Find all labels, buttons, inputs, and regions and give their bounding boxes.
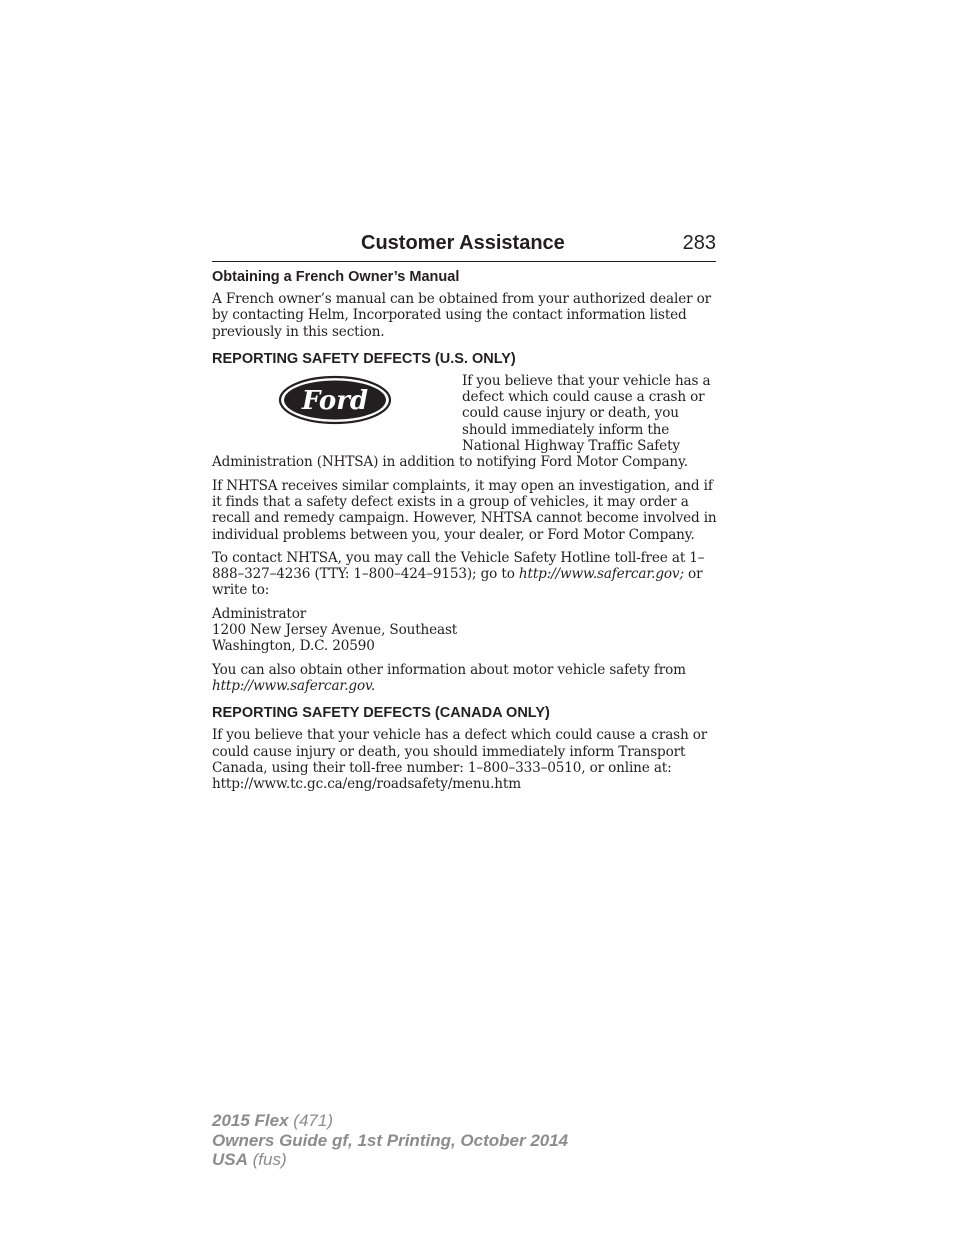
- nhtsa-address: [212, 606, 718, 655]
- ford-oval-icon: [278, 375, 392, 425]
- canada-defects-heading: REPORTING SAFETY DEFECTS (CANADA ONLY): [212, 705, 550, 722]
- page-content: [212, 268, 718, 799]
- us-defects-intro: If you believe that your vehicle has a defect which could cause a crash or could cause injury or death, you should immediately inform the National Highway Traffic Safety Administration (NHTSA) in addition to notifying Ford Motor Company.: [212, 372, 711, 471]
- ford-logo-text: Ford: [301, 385, 369, 416]
- us-defects-contact: [212, 550, 718, 599]
- contact-text: To contact NHTSA, you may call the Vehicle Safety Hotline toll-free at 1–888–327–4236 (TTY: 1–800–424–9153); go to: [212, 549, 705, 583]
- ford-logo: [212, 373, 462, 453]
- us-defects-heading: REPORTING SAFETY DEFECTS (U.S. ONLY): [212, 350, 516, 367]
- address-line: Washington, D.C. 20590: [212, 638, 375, 655]
- us-defects-more-info: [212, 662, 718, 695]
- page-number: 283: [682, 232, 716, 254]
- footer-market: USA: [212, 1150, 248, 1169]
- us-defects-nhtsa: If NHTSA receives similar complaints, it may open an investigation, and if it finds that a safety defect exists in a group of vehicles, it may order a recall and remedy campaign. However, NHTSA cannot become involved in individual problems between you, your dealer, or Ford Motor Company.: [212, 477, 717, 543]
- address-line: Administrator: [212, 605, 307, 622]
- footer-guide-line: [212, 1131, 568, 1151]
- contact-text-end: or write to:: [212, 566, 703, 599]
- footer-model-code: (471): [293, 1111, 333, 1130]
- page-footer: [212, 1111, 568, 1170]
- safercar-link[interactable]: http://www.safercar.gov;: [518, 566, 684, 583]
- footer-market-code: (fus): [252, 1150, 287, 1169]
- french-manual-body: A French owner’s manual can be obtained from your authorized dealer or by contacting Helm, Incorporated using the contact information listed previously in this section.: [212, 291, 712, 340]
- footer-model-line: [212, 1111, 568, 1131]
- address-line: 1200 New Jersey Avenue, Southeast: [212, 622, 458, 639]
- safercar-link-2[interactable]: http://www.safercar.gov.: [212, 677, 376, 694]
- more-info-text: You can also obtain other information about motor vehicle safety from: [212, 661, 686, 678]
- french-manual-heading: Obtaining a French Owner’s Manual: [212, 269, 460, 285]
- page-header: [212, 231, 716, 262]
- footer-market-line: [212, 1150, 568, 1170]
- footer-model: 2015 Flex: [212, 1111, 289, 1130]
- canada-defects-body: If you believe that your vehicle has a defect which could cause a crash or could cause injury or death, you should immediately inform Transport Canada, using their toll-free number: 1–800–333–0510, or online at: http://www.tc.gc.ca/eng/roadsafety/menu.htm: [212, 727, 708, 793]
- footer-guide: Owners Guide gf, 1st Printing, October 2014: [212, 1130, 569, 1150]
- section-title: Customer Assistance: [361, 232, 565, 254]
